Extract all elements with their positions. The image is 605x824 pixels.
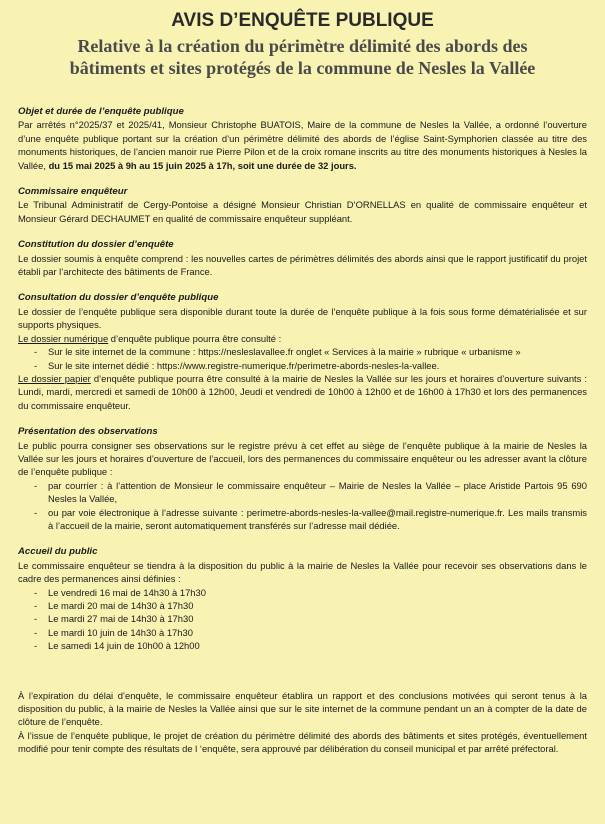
section-heading: Consultation du dossier d’enquête publique xyxy=(18,292,219,304)
consultation-papier xyxy=(18,372,587,412)
objet-text: Par arrêtés n°2025/37 et 2025/41, Monsieur Christophe BUATOIS, Maire de la commune de Nesles la Vallée, a ordonné l’ouverture d’une enquête publique portant sur la création d’un périmètre délimité des abords de l’église Saint-Symphorien classée au titre des monuments historiques, de l’ancien manoir rue Pierre Pilon et de la croix romane inscrits au titre des monuments historiques à Nesles la Vallée, xyxy=(18,119,587,171)
consultation-text: Le dossier de l’enquête publique sera disponible durant toute la durée de l’enquête publique à la fois sous forme dématérialisée et sur supports physiques. xyxy=(18,305,587,331)
observations-text: Le public pourra consigner ses observations sur le registre prévu à cet effet au siège de l’enquête publique à la mairie de Nesles la Vallée sur les jours et horaires d’ouverture de l’accueil, lors des permanences du commissaire enquêteur ou les adresser avant la clôture de l’enquête publique : xyxy=(18,439,587,478)
consultation-list xyxy=(18,345,587,372)
section-heading: Commissaire enquêteur xyxy=(18,186,128,198)
list-item: - Le mardi 10 juin de 14h30 à 17h30 xyxy=(34,626,587,639)
list-item: - ou par voie électronique à l’adresse suivante : perimetre-abords-nesles-la-vallee@mail.registre-numerique.fr. Les mails transmis à l’accueil de la mairie, seront automatiquement transférés sur l’adresse mail dédiée. xyxy=(34,506,587,533)
commissaire-text: Le Tribunal Administratif de Cergy-Pontoise a désigné Monsieur Christian D’ORNELLAS en qualité de commissaire enquêteur et Monsieur Gérard DECHAUMET en qualité de commissaire enquêteur suppléant. xyxy=(18,199,587,224)
notice-subtitle xyxy=(18,35,587,79)
closing-paragraph-2: À l’issue de l’enquête publique, le projet de création du périmètre délimité des abords des bâtiments et sites protégés, éventuellement modifié pour tenir compte des résultats de l ‘enquête, sera approuvé par délibération du conseil municipal et par arrêté préfectoral. xyxy=(18,729,587,755)
notice-body xyxy=(18,105,587,653)
dossier-papier-text: d’enquête publique pourra être consulté à la mairie de Nesles la Vallée sur les jours et horaires d’ouverture suivants : Lundi, mardi, mercredi et samedi de 10h00 à 12h00, Jeudi et vendredi de 10h00 à 12h00 et de 16h00 à 17h30 et lors des permanences du commissaire enquêteur. xyxy=(18,372,587,411)
section-heading: Présentation des observations xyxy=(18,426,158,438)
section-heading: Accueil du public xyxy=(18,546,98,558)
objet-dates: du 15 mai 2025 à 9h au 15 juin 2025 à 17h, soit une durée de 32 jours. xyxy=(48,159,357,171)
permanences-list xyxy=(18,586,587,653)
list-item: - Sur le site internet de la commune : https://nesleslavallee.fr onglet « Services à la mairie » rubrique « urbanisme » xyxy=(34,345,587,358)
subtitle-line-1: Relative à la création du périmètre délimité des abords des xyxy=(77,36,528,56)
section-accueil xyxy=(18,545,587,652)
closing-paragraph-1: À l’expiration du délai d’enquête, le commissaire enquêteur établira un rapport et des conclusions motivées qui seront tenus à la disposition du public, à la mairie de Nesles la Vallée ainsi que sur le site internet de la commune pendant un an à compter de la date de clôture de l’enquête. xyxy=(18,689,587,728)
list-item: - Sur le site internet dédié : https://www.registre-numerique.fr/perimetre-abords-nesles-la-vallee. xyxy=(34,359,587,372)
constitution-text: Le dossier soumis à enquête comprend : les nouvelles cartes de périmètres délimités des abords ainsi que le rapport justificatif du projet établi par l’architecte des bâtiments de France. xyxy=(18,252,587,278)
list-item: - par courrier : à l’attention de Monsieur le commissaire enquêteur – Mairie de Nesles la Vallée – place Aristide Partois 95 690 Nesles la Vallée, xyxy=(34,479,587,506)
section-constitution xyxy=(18,238,587,278)
closing-section xyxy=(18,689,587,756)
section-heading: Objet et durée de l’enquête publique xyxy=(18,106,184,117)
accueil-text: Le commissaire enquêteur se tiendra à la disposition du public à la mairie de Nesles la Vallée pour recevoir ses observations dans le cadre des permanences ainsi définies : xyxy=(18,559,587,585)
subtitle-line-2: bâtiments et sites protégés de la commune de Nesles la Vallée xyxy=(69,58,536,78)
dossier-numerique-text: d’enquête publique pourra être consulté : xyxy=(108,332,282,344)
section-consultation xyxy=(18,291,587,412)
section-text xyxy=(18,118,587,172)
notice-title: AVIS D’ENQUÊTE PUBLIQUE xyxy=(171,10,434,31)
section-observations xyxy=(18,425,587,532)
dossier-numerique-label: Le dossier numérique xyxy=(18,332,109,344)
list-item: - Le samedi 14 juin de 10h00 à 12h00 xyxy=(34,639,587,652)
consultation-numerique xyxy=(18,332,587,345)
dossier-papier-label: Le dossier papier xyxy=(18,372,91,384)
list-item: - Le mardi 27 mai de 14h30 à 17h30 xyxy=(34,612,587,625)
list-item: - Le mardi 20 mai de 14h30 à 17h30 xyxy=(34,599,587,612)
section-objet xyxy=(18,105,587,172)
section-commissaire xyxy=(18,185,587,225)
observations-list xyxy=(18,479,587,533)
list-item: - Le vendredi 16 mai de 14h30 à 17h30 xyxy=(34,586,587,599)
section-heading: Constitution du dossier d’enquête xyxy=(18,239,174,251)
